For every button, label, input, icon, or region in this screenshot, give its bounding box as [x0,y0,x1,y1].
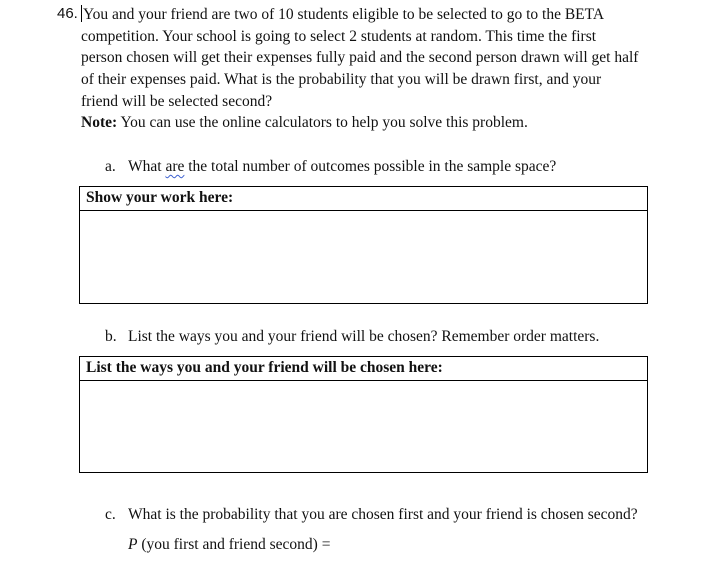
part-c-prompt [105,505,685,525]
spellcheck-flag[interactable]: are [165,158,185,175]
question-body[interactable] [81,4,681,113]
part-a-text: What are the total number of outcomes possible in the sample space? [128,158,557,175]
note [81,113,528,133]
question-number: 46. [57,5,78,22]
part-a-answer-box[interactable] [79,186,648,304]
part-b-box-label: List the ways you and your friend will be chosen here: [80,357,647,381]
probability-symbol: P [128,536,138,553]
part-b-text: List the ways you and your friend will be chosen? Remember order matters. [128,328,600,345]
part-c-letter: c. [105,506,116,523]
part-b-letter: b. [105,328,117,345]
part-a-letter: a. [105,158,116,175]
part-b-prompt [105,327,665,347]
question-line-4: of their expenses paid. What is the probability that you will be drawn first, and your [81,71,602,89]
probability-expression: (you first and friend second) = [137,536,331,553]
part-b-answer-box[interactable] [79,356,648,473]
question-line-1: You and your friend are two of 10 students eligible to be selected to go to the BETA [83,6,605,23]
text-cursor [81,5,82,22]
question-line-3: person chosen will get their expenses fully paid and the second person drawn will get half [81,49,639,67]
question-line-2: competition. Your school is going to select 2 students at random. This time the first [81,27,597,45]
part-a-box-label: Show your work here: [80,187,647,211]
note-text: You can use the online calculators to help you solve this problem. [117,114,528,131]
part-a-prompt [105,157,665,177]
note-label: Note: [81,114,118,131]
question-line-5: friend will be selected second? [81,92,273,110]
part-c-text: What is the probability that you are chosen first and your friend is chosen second? [128,506,638,523]
probability-formula[interactable] [128,535,330,555]
